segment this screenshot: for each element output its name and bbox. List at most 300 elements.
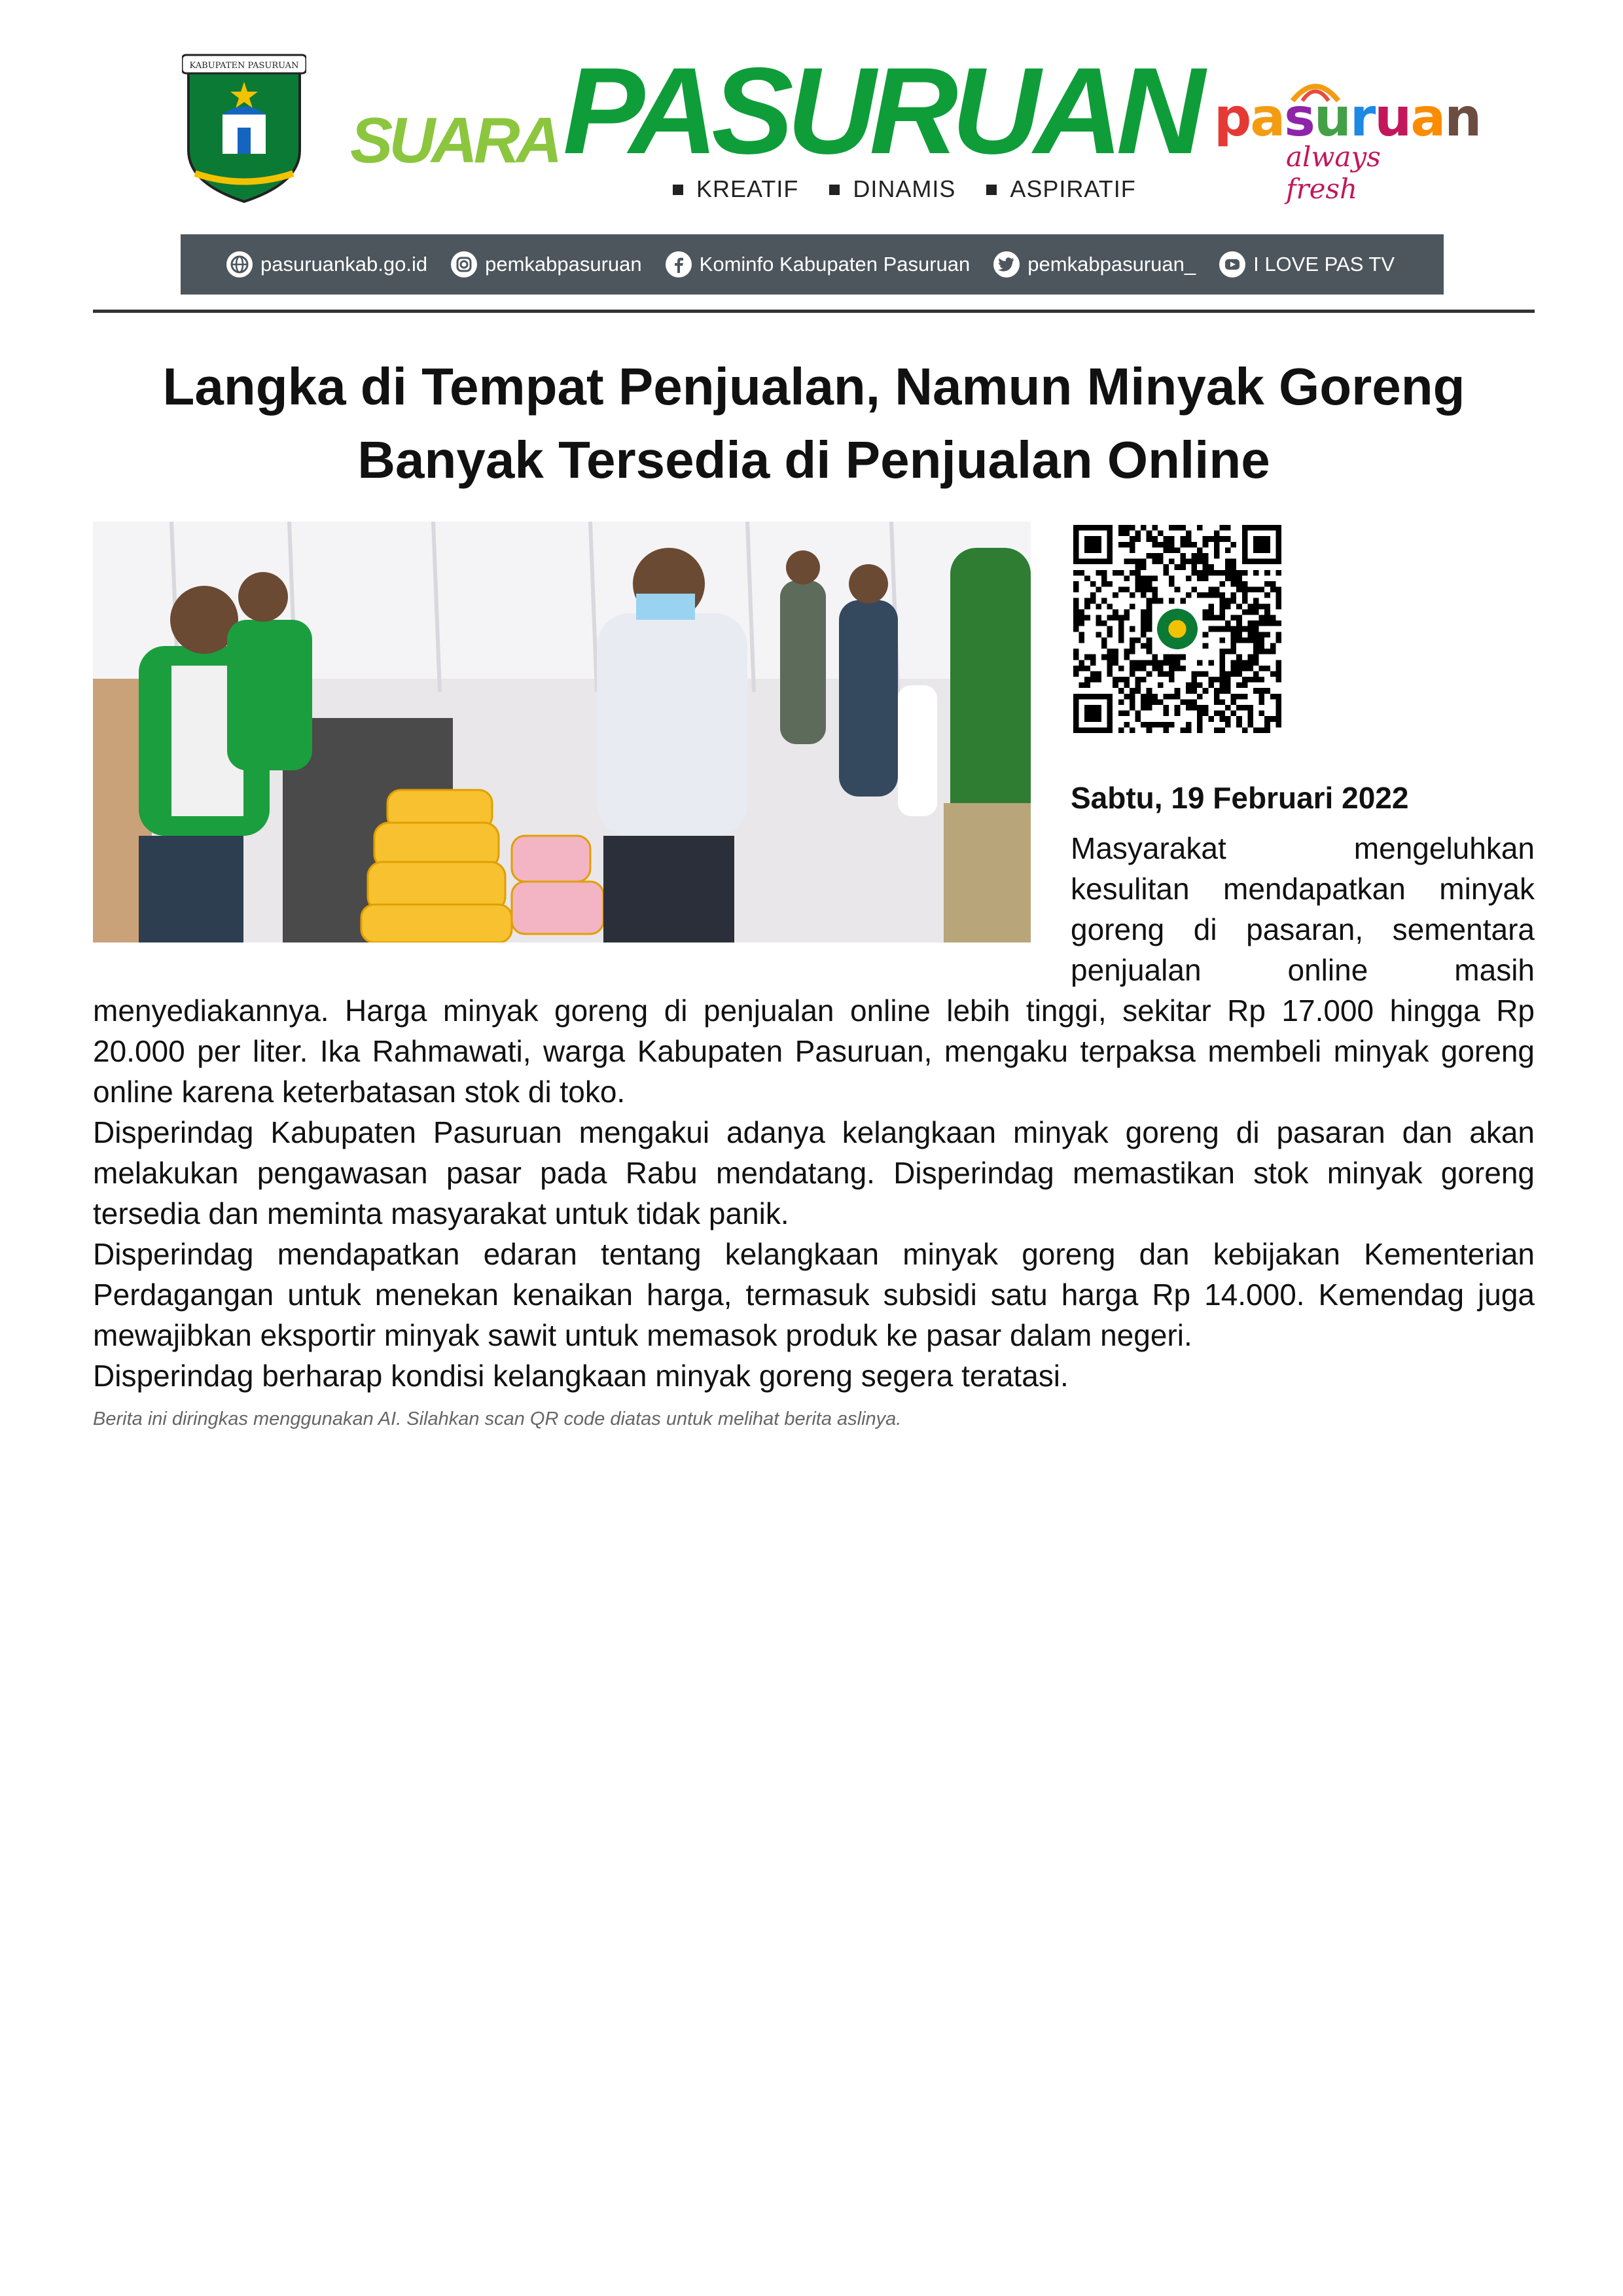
qr-module xyxy=(1275,666,1281,672)
qr-module xyxy=(1236,660,1242,666)
qr-module xyxy=(1090,581,1096,587)
qr-module xyxy=(1169,671,1175,677)
qr-module xyxy=(1141,699,1147,705)
qr-module xyxy=(1231,581,1237,587)
qr-module xyxy=(1231,637,1237,643)
qr-module xyxy=(1264,536,1270,542)
qr-module xyxy=(1073,655,1079,660)
qr-module xyxy=(1275,542,1281,548)
qr-module xyxy=(1275,559,1281,565)
qr-module xyxy=(1214,626,1220,632)
qr-module xyxy=(1079,615,1085,621)
qr-module xyxy=(1247,559,1253,565)
qr-module xyxy=(1197,660,1203,666)
qr-module xyxy=(1101,694,1107,700)
qr-module xyxy=(1197,694,1203,700)
qr-module xyxy=(1236,581,1242,587)
qr-module xyxy=(1096,716,1101,722)
qr-module xyxy=(1197,559,1203,565)
social-label: Kominfo Kabupaten Pasuruan xyxy=(699,253,971,276)
qr-module xyxy=(1242,542,1248,548)
qr-module xyxy=(1107,581,1113,587)
qr-module xyxy=(1124,575,1130,581)
qr-module xyxy=(1253,655,1259,660)
qr-module xyxy=(1164,655,1169,660)
qr-module xyxy=(1253,609,1259,615)
qr-module xyxy=(1135,637,1141,643)
qr-module xyxy=(1090,677,1096,683)
qr-module xyxy=(1130,666,1135,672)
qr-module xyxy=(1135,677,1141,683)
qr-module xyxy=(1275,525,1281,531)
social-link-facebook[interactable] xyxy=(666,251,971,278)
social-label: I LOVE PAS TV xyxy=(1253,253,1395,276)
qr-module xyxy=(1180,666,1186,672)
qr-module xyxy=(1130,626,1135,632)
qr-module xyxy=(1096,694,1101,700)
qr-module xyxy=(1152,525,1158,531)
qr-module xyxy=(1253,677,1259,683)
qr-module xyxy=(1275,637,1281,643)
qr-module xyxy=(1253,626,1259,632)
qr-module xyxy=(1253,547,1259,553)
qr-module xyxy=(1197,722,1203,728)
qr-module xyxy=(1107,547,1113,553)
qr-module xyxy=(1270,525,1276,531)
qr-module xyxy=(1158,559,1164,565)
qr-module xyxy=(1180,699,1186,705)
qr-module xyxy=(1275,570,1281,576)
facebook-icon xyxy=(666,251,692,278)
qr-module xyxy=(1259,677,1265,683)
qr-module xyxy=(1214,592,1220,598)
qr-module xyxy=(1231,671,1237,677)
qr-module xyxy=(1118,711,1124,717)
qr-module xyxy=(1107,531,1113,537)
qr-module xyxy=(1270,587,1276,593)
qr-module xyxy=(1147,671,1152,677)
qr-module xyxy=(1124,694,1130,700)
bullet-square-icon xyxy=(673,185,683,195)
instagram-icon xyxy=(451,251,477,278)
qr-module xyxy=(1253,587,1259,593)
social-link-twitter[interactable] xyxy=(993,251,1196,278)
qr-module xyxy=(1253,649,1259,655)
qr-module xyxy=(1275,716,1281,722)
qr-module xyxy=(1191,688,1197,694)
qr-module xyxy=(1141,666,1147,672)
qr-module xyxy=(1141,564,1147,570)
qr-module xyxy=(1264,592,1270,598)
qr-module xyxy=(1141,581,1147,587)
qr-module xyxy=(1242,626,1248,632)
qr-module xyxy=(1107,722,1113,728)
qr-module xyxy=(1264,547,1270,553)
qr-module xyxy=(1231,694,1237,700)
qr-module xyxy=(1175,660,1181,666)
qr-module xyxy=(1113,615,1118,621)
qr-module xyxy=(1169,722,1175,728)
qr-module xyxy=(1130,643,1135,649)
social-link-instagram[interactable] xyxy=(451,251,642,278)
qr-module xyxy=(1225,570,1231,576)
qr-module xyxy=(1203,536,1209,542)
qr-module xyxy=(1180,559,1186,565)
qr-module xyxy=(1107,699,1113,705)
qr-module xyxy=(1118,525,1124,531)
qr-module xyxy=(1130,671,1135,677)
qr-module xyxy=(1107,536,1113,542)
qr-module xyxy=(1073,536,1079,542)
photo-wrap-spacer xyxy=(93,828,1071,990)
qr-module xyxy=(1231,711,1237,717)
qr-module xyxy=(1175,688,1181,694)
qr-module xyxy=(1135,683,1141,689)
brand-pasuruan: PASURUAN xyxy=(563,42,1199,179)
ai-summary-note: Berita ini diringkas menggunakan AI. Silahkan scan QR code diatas untuk melihat berita aslinya. xyxy=(93,1408,902,1429)
qr-module xyxy=(1147,615,1152,621)
qr-module xyxy=(1169,542,1175,548)
qr-module xyxy=(1118,570,1124,576)
qr-module xyxy=(1084,711,1090,717)
qr-module xyxy=(1073,615,1079,621)
qr-module xyxy=(1186,542,1192,548)
qr-module xyxy=(1141,609,1147,615)
qr-module xyxy=(1219,649,1225,655)
qr-module xyxy=(1130,525,1135,531)
qr-module xyxy=(1141,559,1147,565)
qr-module xyxy=(1079,525,1085,531)
qr-module xyxy=(1130,559,1135,565)
qr-module xyxy=(1208,615,1214,621)
qr-module xyxy=(1259,620,1265,626)
qr-module xyxy=(1090,542,1096,548)
qr-module xyxy=(1090,525,1096,531)
qr-module xyxy=(1253,620,1259,626)
qr-module xyxy=(1236,603,1242,609)
qr-module xyxy=(1158,660,1164,666)
qr-module xyxy=(1264,570,1270,576)
qr-module xyxy=(1186,536,1192,542)
globe-icon xyxy=(226,251,253,278)
qr-module xyxy=(1096,727,1101,733)
qr-module xyxy=(1236,637,1242,643)
qr-module xyxy=(1253,525,1259,531)
qr-module xyxy=(1219,581,1225,587)
qr-module xyxy=(1147,727,1152,733)
qr-module xyxy=(1225,683,1231,689)
qr-module xyxy=(1164,727,1169,733)
qr-module xyxy=(1225,559,1231,565)
qr-module xyxy=(1191,699,1197,705)
qr-module xyxy=(1147,587,1152,593)
qr-module xyxy=(1147,553,1152,559)
qr-module xyxy=(1073,587,1079,593)
qr-module xyxy=(1175,655,1181,660)
qr-module xyxy=(1096,620,1101,626)
qr-module xyxy=(1164,542,1169,548)
qr-module xyxy=(1180,655,1186,660)
qr-module xyxy=(1090,711,1096,717)
qr-module xyxy=(1147,609,1152,615)
qr-module xyxy=(1219,666,1225,672)
qr-module xyxy=(1197,570,1203,576)
qr-module xyxy=(1214,536,1220,542)
qr-module xyxy=(1186,575,1192,581)
qr-module xyxy=(1152,660,1158,666)
qr-module xyxy=(1175,525,1181,531)
qr-module xyxy=(1247,705,1253,711)
qr-module xyxy=(1073,716,1079,722)
qr-module xyxy=(1107,705,1113,711)
qr-module xyxy=(1113,609,1118,615)
qr-module xyxy=(1141,643,1147,649)
qr-module xyxy=(1247,716,1253,722)
qr-module xyxy=(1079,727,1085,733)
qr-module xyxy=(1096,559,1101,565)
qr-module xyxy=(1191,705,1197,711)
qr-module xyxy=(1141,705,1147,711)
qr-module xyxy=(1214,699,1220,705)
qr-module xyxy=(1270,581,1276,587)
qr-code[interactable] xyxy=(1073,525,1281,733)
qr-module xyxy=(1147,694,1152,700)
qr-module xyxy=(1090,716,1096,722)
qr-module xyxy=(1084,603,1090,609)
qr-module xyxy=(1158,598,1164,604)
qr-module xyxy=(1231,598,1237,604)
qr-module xyxy=(1118,587,1124,593)
qr-module xyxy=(1242,666,1248,672)
qr-module xyxy=(1169,536,1175,542)
qr-module xyxy=(1197,705,1203,711)
qr-module xyxy=(1242,727,1248,733)
qr-module xyxy=(1158,542,1164,548)
qr-module xyxy=(1084,694,1090,700)
qr-module xyxy=(1135,564,1141,570)
qr-module xyxy=(1101,570,1107,576)
qr-module xyxy=(1208,626,1214,632)
qr-module xyxy=(1073,705,1079,711)
qr-module xyxy=(1073,671,1079,677)
article-paragraph: Disperindag mendapatkan edaran tentang kelangkaan minyak goreng dan kebijakan Kementerian Perdagangan untuk menekan kenaikan harga, termasuk subsidi satu harga Rp 14.000. Kemendag juga mewajibkan eksportir minyak sawit untuk memasok produk ke pasar dalam negeri. xyxy=(93,1237,1535,1352)
qr-module xyxy=(1147,688,1152,694)
qr-module xyxy=(1253,598,1259,604)
social-label: pasuruankab.go.id xyxy=(260,253,428,276)
qr-module xyxy=(1073,722,1079,728)
qr-module xyxy=(1152,553,1158,559)
qr-module xyxy=(1152,666,1158,672)
qr-module xyxy=(1175,666,1181,672)
qr-module xyxy=(1219,615,1225,621)
qr-module xyxy=(1130,694,1135,700)
qr-module xyxy=(1079,637,1085,643)
qr-module xyxy=(1113,655,1118,660)
qr-module xyxy=(1242,592,1248,598)
qr-module xyxy=(1096,615,1101,621)
qr-module xyxy=(1107,553,1113,559)
qr-module xyxy=(1242,609,1248,615)
qr-module xyxy=(1214,727,1220,733)
qr-module xyxy=(1079,559,1085,565)
qr-module xyxy=(1236,705,1242,711)
youtube-icon xyxy=(1219,251,1245,278)
qr-module xyxy=(1107,666,1113,672)
tourism-wordmark: pasuruan xyxy=(1214,87,1481,148)
qr-module xyxy=(1231,592,1237,598)
qr-module xyxy=(1090,536,1096,542)
qr-module xyxy=(1130,649,1135,655)
qr-module xyxy=(1169,660,1175,666)
qr-module xyxy=(1124,711,1130,717)
qr-module xyxy=(1219,592,1225,598)
qr-module xyxy=(1124,559,1130,565)
qr-module xyxy=(1275,531,1281,537)
qr-module xyxy=(1264,666,1270,672)
qr-module xyxy=(1124,542,1130,548)
qr-module xyxy=(1107,649,1113,655)
qr-module xyxy=(1253,643,1259,649)
qr-module xyxy=(1180,553,1186,559)
qr-module xyxy=(1147,643,1152,649)
qr-module xyxy=(1164,705,1169,711)
social-link-youtube[interactable] xyxy=(1219,251,1395,278)
qr-module xyxy=(1197,716,1203,722)
qr-module xyxy=(1264,632,1270,637)
social-label: pemkabpasuruan_ xyxy=(1027,253,1196,276)
qr-module xyxy=(1158,722,1164,728)
qr-module xyxy=(1253,660,1259,666)
qr-module xyxy=(1186,531,1192,537)
qr-module xyxy=(1130,699,1135,705)
qr-module xyxy=(1186,699,1192,705)
qr-module xyxy=(1231,649,1237,655)
qr-module xyxy=(1203,542,1209,548)
qr-module xyxy=(1236,615,1242,621)
qr-module xyxy=(1124,683,1130,689)
qr-module xyxy=(1236,655,1242,660)
qr-module xyxy=(1084,615,1090,621)
qr-module xyxy=(1225,536,1231,542)
qr-module xyxy=(1247,660,1253,666)
article-headline: Langka di Tempat Penjualan, Namun Minyak Goreng Banyak Tersedia di Penjualan Online xyxy=(162,357,1465,489)
qr-module xyxy=(1259,587,1265,593)
qr-module xyxy=(1090,598,1096,604)
qr-module xyxy=(1275,598,1281,604)
qr-module xyxy=(1124,655,1130,660)
qr-module xyxy=(1073,531,1079,537)
qr-module xyxy=(1191,671,1197,677)
qr-module xyxy=(1107,615,1113,621)
qr-module xyxy=(1118,542,1124,548)
qr-module xyxy=(1208,564,1214,570)
qr-module xyxy=(1079,683,1085,689)
qr-module xyxy=(1264,722,1270,728)
qr-module xyxy=(1203,564,1209,570)
qr-module xyxy=(1158,553,1164,559)
qr-module xyxy=(1236,694,1242,700)
qr-module xyxy=(1214,547,1220,553)
qr-module xyxy=(1236,620,1242,626)
qr-module xyxy=(1175,694,1181,700)
qr-module xyxy=(1275,553,1281,559)
qr-module xyxy=(1275,705,1281,711)
qr-module xyxy=(1264,542,1270,548)
qr-module xyxy=(1101,581,1107,587)
qr-module xyxy=(1186,683,1192,689)
tagline-item: DINAMIS xyxy=(853,175,956,202)
qr-module xyxy=(1152,694,1158,700)
qr-module xyxy=(1242,587,1248,593)
qr-module xyxy=(1214,587,1220,593)
qr-module xyxy=(1096,632,1101,637)
qr-module xyxy=(1090,592,1096,598)
qr-module xyxy=(1225,564,1231,570)
qr-module xyxy=(1191,542,1197,548)
qr-module xyxy=(1214,615,1220,621)
qr-module xyxy=(1084,598,1090,604)
qr-module xyxy=(1231,564,1237,570)
qr-module xyxy=(1275,587,1281,593)
qr-module xyxy=(1231,666,1237,672)
qr-module xyxy=(1186,559,1192,565)
qr-module xyxy=(1130,637,1135,643)
qr-module xyxy=(1191,677,1197,683)
qr-module xyxy=(1096,671,1101,677)
qr-module xyxy=(1135,716,1141,722)
qr-module xyxy=(1242,531,1248,537)
qr-module xyxy=(1175,705,1181,711)
qr-module xyxy=(1124,615,1130,621)
qr-module xyxy=(1130,592,1135,598)
qr-module xyxy=(1101,620,1107,626)
qr-module xyxy=(1242,683,1248,689)
qr-module xyxy=(1130,688,1135,694)
article-paragraph: Disperindag Kabupaten Pasuruan mengakui adanya kelangkaan minyak goreng di pasaran dan akan melakukan pengawasan pasar pada Rabu mendatang. Disperindag memastikan stok minyak goreng tersedia dan meminta masyarakat untuk tidak panik. xyxy=(93,1115,1535,1230)
qr-module xyxy=(1141,632,1147,637)
qr-module xyxy=(1141,592,1147,598)
qr-module xyxy=(1113,677,1118,683)
qr-module xyxy=(1073,699,1079,705)
qr-module xyxy=(1079,570,1085,576)
qr-module xyxy=(1147,603,1152,609)
qr-module xyxy=(1203,711,1209,717)
qr-module xyxy=(1259,694,1265,700)
social-bar xyxy=(181,234,1444,295)
qr-module xyxy=(1225,626,1231,632)
qr-module xyxy=(1231,575,1237,581)
qr-module xyxy=(1203,559,1209,565)
qr-module xyxy=(1197,727,1203,733)
qr-module xyxy=(1124,649,1130,655)
qr-module xyxy=(1275,603,1281,609)
qr-module xyxy=(1180,564,1186,570)
qr-module xyxy=(1113,592,1118,598)
qr-module xyxy=(1141,694,1147,700)
social-link-website[interactable] xyxy=(226,251,427,278)
qr-module xyxy=(1158,699,1164,705)
qr-module xyxy=(1253,536,1259,542)
qr-module xyxy=(1084,655,1090,660)
qr-module xyxy=(1242,553,1248,559)
qr-module xyxy=(1214,531,1220,537)
qr-module xyxy=(1135,570,1141,576)
qr-module xyxy=(1242,570,1248,576)
qr-module xyxy=(1253,542,1259,548)
qr-module xyxy=(1084,716,1090,722)
qr-module xyxy=(1107,660,1113,666)
qr-module xyxy=(1259,643,1265,649)
